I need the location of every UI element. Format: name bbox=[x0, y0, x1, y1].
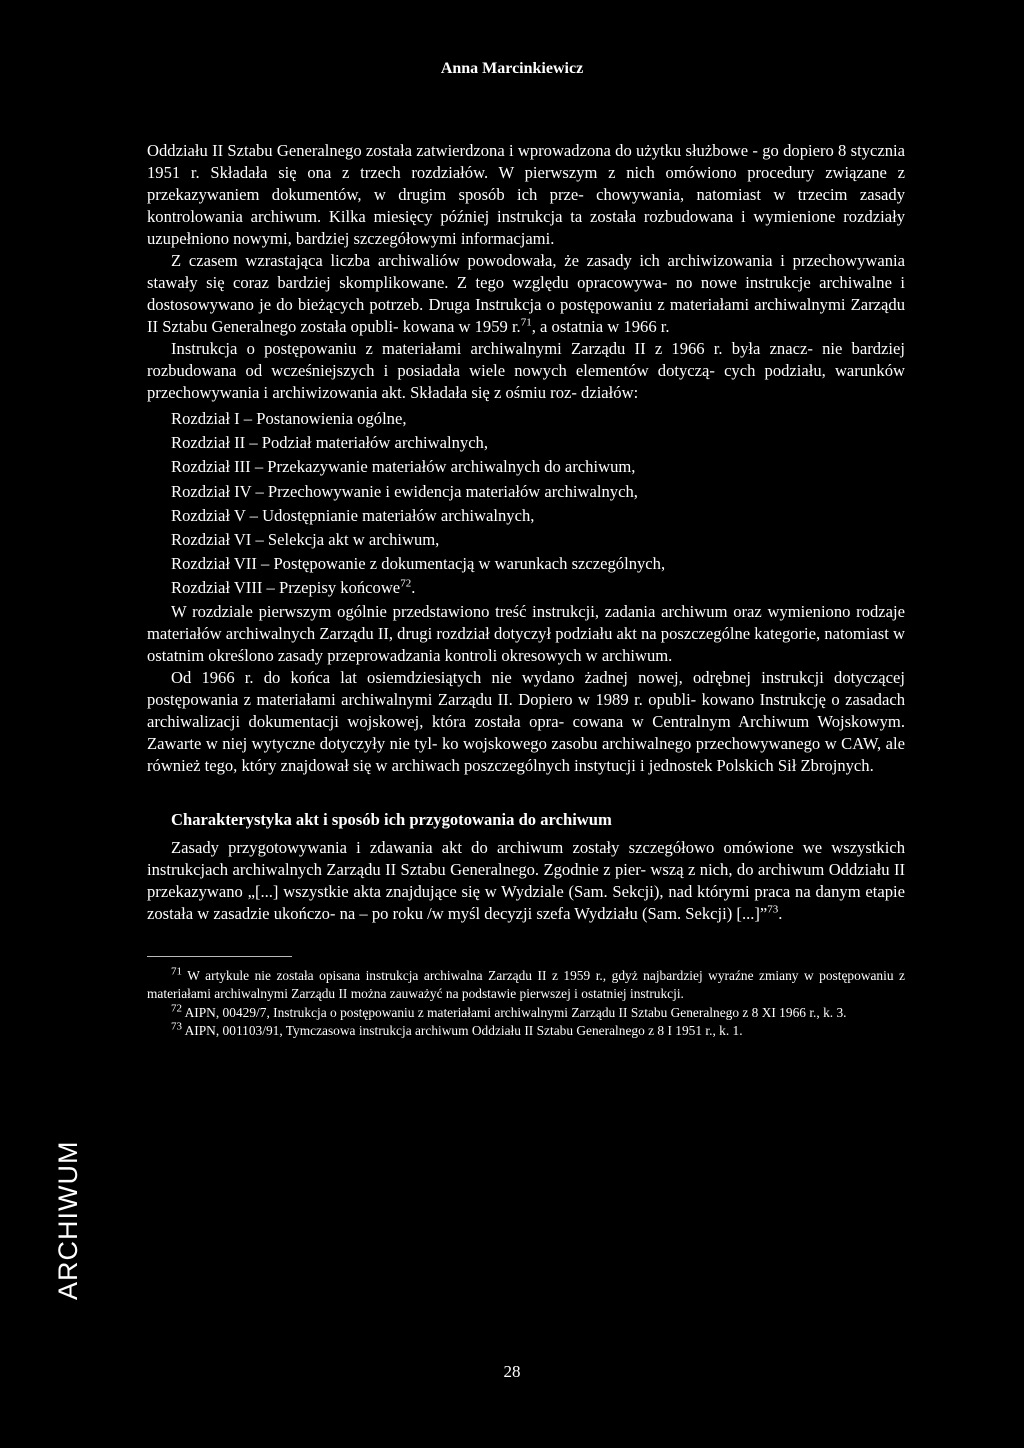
chapter-item: Rozdział II – Podział materiałów archiwalnych, bbox=[171, 433, 489, 453]
footnote-ref-71[interactable]: 71 bbox=[520, 316, 532, 329]
page-number: 28 bbox=[503, 1362, 521, 1381]
footnote-ref-72[interactable]: 72 bbox=[400, 577, 412, 590]
paragraph-3: Instrukcja o postępowaniu z materiałami archiwalnymi Zarządu II z 1966 r. była znacz- nie bardziej rozbudowana od wcześniejszych i posiadała wiele nowych elementów dotyczą- cych podziału, warunków przechowywania i archiwizowania akt. Składała się z ośmiu roz- działów: bbox=[147, 339, 905, 402]
side-label: ARCHIWUM bbox=[53, 1140, 83, 1300]
chapter-item: Rozdział VI – Selekcja akt w archiwum, bbox=[171, 530, 440, 550]
chapter-item-end: . bbox=[411, 578, 416, 598]
section-heading: Charakterystyka akt i sposób ich przygotowania do archiwum bbox=[171, 809, 612, 829]
paragraph-2-end: , a ostatnia w 1966 r. bbox=[531, 317, 670, 336]
paragraph-6 bbox=[147, 837, 905, 925]
chapter-list bbox=[171, 407, 905, 601]
footnote-text: AIPN, 001103/91, Tymczasowa instrukcja archiwum Oddziału II Sztabu Generalnego z 8 I 1951 r., k. 1. bbox=[182, 1023, 743, 1039]
chapter-item: Rozdział IV – Przechowywanie i ewidencja materiałów archiwalnych, bbox=[171, 481, 638, 501]
footnote-71 bbox=[147, 967, 905, 1004]
footnote-72 bbox=[147, 1004, 905, 1023]
paragraph-5: Od 1966 r. do końca lat osiemdziesiątych nie wydano żadnej nowej, odrębnej instrukcji dotyczącej postępowania z materiałami archiwalnymi Zarządu II. Dopiero w 1989 r. opubli- kowano Instrukcję o zasadach archiwalizacji dokumentacji wojskowej, która została opra- cowana w Centralnym Archiwum Wojskowym. Zawarte w niej wytyczne dotyczyły nie tyl- ko wojskowego zasobu archiwalnego przechowywanego w CAW, ale również tego, który znajdował się w archiwach poszczególnych instytucji i jednostek Polskich Sił Zbrojnych. bbox=[147, 667, 905, 775]
footnotes bbox=[147, 967, 905, 1041]
chapter-item bbox=[171, 576, 905, 600]
footnote-73 bbox=[147, 1022, 905, 1041]
running-header: Anna Marcinkiewicz bbox=[440, 60, 584, 77]
footnote-text: W artykule nie została opisana instrukcja archiwalna Zarządu II z 1959 r., gdyż najbardziej wyraźne zmiany w postępowaniu z materiałami archiwalnymi Zarządu II można zauważyć na podstawie pierwszej i ostatniej instrukcji. bbox=[147, 967, 905, 1002]
chapter-item: Rozdział VII – Postępowanie z dokumentacją w warunkach szczególnych, bbox=[171, 554, 666, 574]
page-body bbox=[147, 140, 905, 1041]
paragraph-6-text: Zasady przygotowywania i zdawania akt do archiwum zostały szczegółowo omówione we wszystkich instrukcjach archiwalnych Zarządu II Sztabu Generalnego. Zgodnie z pier- wszą z nich, do archiwum Oddziału II przekazywano „[...] wszystkie akta znajdujące się w Wydziale (Sam. Sekcji), nad którymi praca na danym etapie została w zasadzie ukończo- na – po roku /w myśl decyzji szefa Wydziału (Sam. Sekcji) [...]” bbox=[147, 837, 905, 923]
footnote-number: 73 bbox=[171, 1020, 182, 1033]
paragraph-4: W rozdziale pierwszym ogólnie przedstawiono treść instrukcji, zadania archiwum oraz wymieniono rodzaje materiałów archiwalnych Zarządu II, drugi rozdział dotyczył podziału akt na poszczególne kategorie, natomiast w ostatnim określono zasady przeprowadzania kontroli okresowych w archiwum. bbox=[147, 601, 905, 665]
chapter-item: Rozdział V – Udostępnianie materiałów archiwalnych, bbox=[171, 505, 535, 525]
paragraph-6-end: . bbox=[778, 903, 783, 923]
chapter-item: Rozdział III – Przekazywanie materiałów archiwalnych do archiwum, bbox=[171, 457, 636, 477]
paragraph-1: Oddziału II Sztabu Generalnego została zatwierdzona i wprowadzona do użytku służbowe - go dopiero 8 stycznia 1951 r. Składała się ona z trzech rozdziałów. W pierwszym z nich omówiono procedury związane z przekazywaniem dokumentów, w drugim sposób ich prze- chowywania, natomiast w trzecim zasady kontrolowania archiwum. Kilka miesięcy później instrukcja ta została rozbudowana i wymienione rozdziały uzupełniono nowymi, bardziej szczegółowymi informacjami. bbox=[147, 141, 905, 248]
chapter-item: Rozdział I – Postanowienia ogólne, bbox=[171, 409, 407, 428]
footnote-ref-73[interactable]: 73 bbox=[767, 903, 779, 916]
footnote-number: 72 bbox=[171, 1002, 182, 1015]
chapter-item-text: Rozdział VIII – Przepisy końcowe bbox=[171, 578, 401, 598]
footnote-divider bbox=[147, 956, 292, 957]
paragraph-2 bbox=[147, 250, 905, 338]
footnote-number: 71 bbox=[171, 965, 182, 978]
paragraph-2-text: Z czasem wzrastająca liczba archiwaliów powodowała, że zasady ich archiwizowania i przechowywania stawały się coraz bardziej skomplikowane. Z tego względu opracowywa- no nowe instrukcje archiwalne i dostosowywano je do bieżących potrzeb. Druga Instrukcja o postępowaniu z materiałami archiwalnymi Zarządu II Sztabu Generalnego została opubli- kowana w 1959 r. bbox=[147, 251, 905, 336]
footnote-text: AIPN, 00429/7, Instrukcja o postępowaniu z materiałami archiwalnymi Zarządu II Sztabu Generalnego z 8 XI 1966 r., k. 3. bbox=[182, 1004, 847, 1020]
